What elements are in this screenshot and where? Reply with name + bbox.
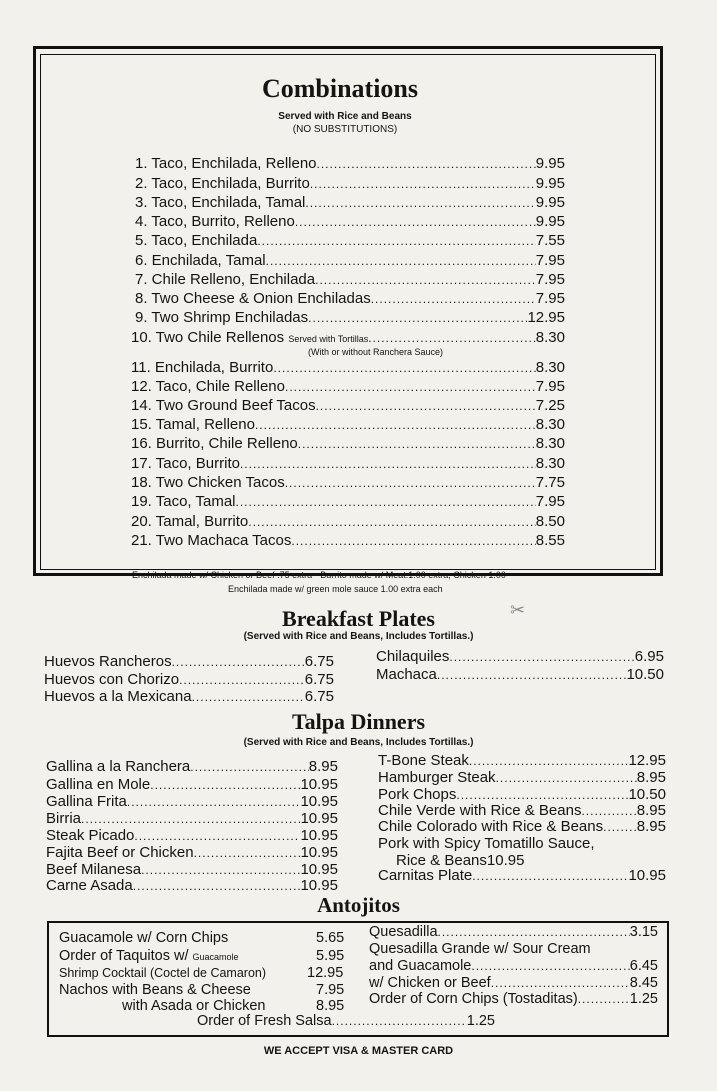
item-price: 7.95 xyxy=(535,252,565,269)
item-price: 9.95 xyxy=(535,175,565,192)
talpa-item xyxy=(378,867,666,884)
item-label: 19. Taco, Tamal xyxy=(131,493,236,510)
item-label: with Asada or Chicken xyxy=(122,998,266,1014)
item-label: Chile Verde with Rice & Beans xyxy=(378,802,582,819)
item10-subnote: (With or without Ranchera Sauce) xyxy=(308,347,444,357)
item-price: 7.25 xyxy=(535,397,565,414)
dot-leader xyxy=(469,754,629,768)
antojitos-title: Antojitos xyxy=(317,893,400,917)
antojito-item xyxy=(369,941,658,957)
dot-leader xyxy=(192,690,305,704)
breakfast-item xyxy=(376,648,664,665)
item-label: Chile Colorado with Rice & Beans xyxy=(378,818,604,835)
item-label: 9. Two Shrimp Enchiladas xyxy=(135,309,309,326)
combination-item xyxy=(131,359,565,376)
item-label: 3. Taco, Enchilada, Tamal xyxy=(135,194,306,211)
talpa-item xyxy=(46,844,338,861)
dot-leader xyxy=(316,399,536,413)
item-label: w/ Chicken or Beef xyxy=(369,975,491,991)
combination-item xyxy=(131,397,565,414)
item-label: 12. Taco, Chile Relleno xyxy=(131,378,285,395)
dot-leader xyxy=(295,215,536,229)
item-label: Quesadilla xyxy=(369,924,438,940)
breakfast-item xyxy=(44,653,334,670)
item-label: Rice & Beans xyxy=(396,852,487,869)
talpa-item xyxy=(46,877,338,894)
item-label: Huevos Rancheros xyxy=(44,653,172,670)
item-label: Gallina a la Ranchera xyxy=(46,758,191,775)
talpa-item xyxy=(46,861,338,878)
talpa-item xyxy=(46,793,338,810)
dot-leader xyxy=(456,788,628,802)
combination-item xyxy=(135,213,565,230)
breakfast-item xyxy=(376,666,664,683)
talpa-item xyxy=(46,758,338,775)
dot-leader xyxy=(305,196,535,210)
combinations-footnote-2: Enchilada made w/ green mole sauce 1.00 extra each xyxy=(228,584,443,594)
talpa-title: Talpa Dinners xyxy=(291,709,426,734)
dot-leader xyxy=(437,668,627,682)
dot-leader xyxy=(273,361,535,375)
combinations-subnote: (NO SUBSTITUTIONS) xyxy=(292,124,398,135)
dot-leader xyxy=(291,534,535,548)
dot-leader xyxy=(172,655,305,669)
dot-leader xyxy=(317,157,536,171)
item-price: 10.95 xyxy=(486,852,525,869)
combination-item xyxy=(135,232,565,249)
dot-leader xyxy=(472,869,628,883)
breakfast-item xyxy=(44,688,334,705)
talpa-item xyxy=(46,827,338,844)
item-label: Order of Taquitos w/ Guacamole xyxy=(59,948,239,964)
item-label: Machaca xyxy=(376,666,437,683)
item-price: 6.75 xyxy=(304,653,334,670)
dot-leader xyxy=(315,273,536,287)
item-label: Order of Corn Chips (Tostaditas) xyxy=(369,991,578,1007)
dot-leader xyxy=(603,820,637,834)
item-price: 7.75 xyxy=(535,474,565,491)
combination-item xyxy=(131,435,565,452)
talpa-item xyxy=(378,769,666,786)
item-price: 10.95 xyxy=(300,776,338,793)
antojito-item xyxy=(197,1013,495,1029)
dot-leader xyxy=(491,976,630,990)
item-label: 16. Burrito, Chile Relleno xyxy=(131,435,298,452)
item-price: 10.95 xyxy=(300,793,338,810)
item-label: Pork with Spicy Tomatillo Sauce, xyxy=(378,835,595,852)
item-price: 8.95 xyxy=(308,758,338,775)
dot-leader xyxy=(257,234,535,248)
item-label: Steak Picado xyxy=(46,827,135,844)
talpa-item xyxy=(46,776,338,793)
combination-item xyxy=(131,416,565,433)
item-price: 10.50 xyxy=(626,666,664,683)
item-label: Nachos with Beans & Cheese xyxy=(59,982,251,998)
item-price: 7.95 xyxy=(535,493,565,510)
item-price: 7.55 xyxy=(535,232,565,249)
dot-leader xyxy=(194,846,301,860)
item-label: 10. Two Chile Rellenos Served with Tortillas xyxy=(131,329,369,346)
item-price: 9.95 xyxy=(535,194,565,211)
item-price: 9.95 xyxy=(535,213,565,230)
item-label: 2. Taco, Enchilada, Burrito xyxy=(135,175,310,192)
item-label: Huevos a la Mexicana xyxy=(44,688,192,705)
combination-item xyxy=(135,309,565,326)
item-price: 8.95 xyxy=(316,998,345,1014)
item-price: 7.95 xyxy=(535,271,565,288)
item-label: Carnitas Plate xyxy=(378,867,473,884)
item-label: Hamburger Steak xyxy=(378,769,496,786)
dot-leader xyxy=(368,331,536,345)
combination-item xyxy=(131,329,565,346)
item-label: Birria xyxy=(46,810,82,827)
item-price: 12.95 xyxy=(307,965,344,981)
item-label: Order of Fresh Salsa xyxy=(197,1013,332,1029)
combinations-subtitle: Served with Rice and Beans xyxy=(278,111,412,122)
item-price: 8.95 xyxy=(636,802,666,819)
item-price: 8.30 xyxy=(535,329,565,346)
talpa-item xyxy=(378,835,628,852)
item-label: Gallina en Mole xyxy=(46,776,151,793)
item-price: 8.30 xyxy=(535,435,565,452)
dot-leader xyxy=(308,311,527,325)
dot-leader xyxy=(496,771,637,785)
item-label: Shrimp Cocktail (Coctel de Camaron) xyxy=(59,966,267,980)
item-price: 10.95 xyxy=(300,827,338,844)
item-label: 8. Two Cheese & Onion Enchiladas xyxy=(135,290,371,307)
item-label: Chilaquiles xyxy=(376,648,450,665)
item-price: 5.95 xyxy=(316,948,345,964)
item-price: 6.95 xyxy=(634,648,664,665)
item-label: Carne Asada xyxy=(46,877,133,894)
item-label: Quesadilla Grande w/ Sour Cream xyxy=(369,941,591,957)
item-label: 5. Taco, Enchilada xyxy=(135,232,258,249)
item-price: 10.95 xyxy=(300,877,338,894)
antojito-item xyxy=(369,975,658,991)
item-price: 8.95 xyxy=(636,818,666,835)
dot-leader xyxy=(298,437,536,451)
dot-leader xyxy=(240,457,536,471)
item-label: Fajita Beef or Chicken xyxy=(46,844,194,861)
dot-leader xyxy=(141,863,300,877)
talpa-item xyxy=(378,818,666,835)
combination-item xyxy=(131,493,565,510)
item-label: T-Bone Steak xyxy=(378,752,469,769)
talpa-item xyxy=(378,752,666,769)
dot-leader xyxy=(127,795,301,809)
item-label: 15. Tamal, Relleno xyxy=(131,416,255,433)
antojito-item xyxy=(369,958,658,974)
combination-item xyxy=(131,513,565,530)
dot-leader xyxy=(150,778,300,792)
dot-leader xyxy=(248,515,536,529)
antojito-item xyxy=(369,991,658,1007)
item-label: 7. Chile Relleno, Enchilada xyxy=(135,271,316,288)
item-label: 1. Taco, Enchilada, Relleno xyxy=(135,155,317,172)
item-price: 10.95 xyxy=(300,861,338,878)
item-price: 6.75 xyxy=(304,688,334,705)
dot-leader xyxy=(578,992,630,1006)
item-label: and Guacamole xyxy=(369,958,472,974)
dot-leader xyxy=(134,829,300,843)
item-label: Beef Milanesa xyxy=(46,861,142,878)
item-label: 17. Taco, Burrito xyxy=(131,455,240,472)
item-label: 14. Two Ground Beef Tacos xyxy=(131,397,316,414)
combination-item xyxy=(135,194,565,211)
breakfast-item xyxy=(44,671,334,688)
item-price: 8.30 xyxy=(535,416,565,433)
item-price: 10.95 xyxy=(628,867,666,884)
item-label: Gallina Frita xyxy=(46,793,127,810)
item-price: 8.30 xyxy=(535,359,565,376)
dot-leader xyxy=(190,760,309,774)
item-price: 10.50 xyxy=(628,786,666,803)
item-label: 6. Enchilada, Tamal xyxy=(135,252,266,269)
item-price: 10.95 xyxy=(300,844,338,861)
item-label: Guacamole w/ Corn Chips xyxy=(59,930,229,946)
dot-leader xyxy=(255,418,536,432)
item-label: Pork Chops xyxy=(378,786,457,803)
dot-leader xyxy=(438,925,630,939)
dot-leader xyxy=(133,879,301,893)
item-price: 7.95 xyxy=(535,290,565,307)
antojito-item xyxy=(369,924,658,940)
dot-leader xyxy=(371,292,536,306)
dot-leader xyxy=(310,177,536,191)
item-price: 8.95 xyxy=(636,769,666,786)
combinations-title: Combinations xyxy=(261,74,419,103)
dot-leader xyxy=(285,476,536,490)
item-price: 7.95 xyxy=(535,378,565,395)
scissors-icon: ✂ xyxy=(510,600,526,620)
combination-item xyxy=(135,290,565,307)
talpa-item xyxy=(378,786,666,803)
dot-leader xyxy=(332,1014,467,1028)
item-label: 11. Enchilada, Burrito xyxy=(131,359,274,376)
item-price: 1.25 xyxy=(629,991,658,1007)
item-price: 8.55 xyxy=(535,532,565,549)
talpa-item xyxy=(378,802,666,819)
combinations-footnote-1: Enchilada made w/ Chicken or Beef .75 extra • Burrito made w/ Meat.1.00 extra, Chicken 1.00 xyxy=(132,570,506,580)
combination-item xyxy=(135,155,565,172)
item-label: 21. Two Machaca Tacos xyxy=(131,532,292,549)
dot-leader xyxy=(236,495,536,509)
item-price: 5.65 xyxy=(316,930,345,946)
item-price: 8.45 xyxy=(629,975,658,991)
dot-leader xyxy=(285,380,536,394)
item-price: 9.95 xyxy=(535,155,565,172)
item-price: 8.30 xyxy=(535,455,565,472)
talpa-subtitle: (Served with Rice and Beans, Includes Tortillas.) xyxy=(243,737,474,748)
breakfast-subtitle: (Served with Rice and Beans, Includes Tortillas.) xyxy=(243,631,474,642)
combination-item xyxy=(135,175,565,192)
item-label: 20. Tamal, Burrito xyxy=(131,513,249,530)
dot-leader xyxy=(266,254,536,268)
item-price: 6.45 xyxy=(629,958,658,974)
breakfast-title: Breakfast Plates xyxy=(282,606,435,631)
combination-item xyxy=(135,271,565,288)
item-price: 12.95 xyxy=(628,752,666,769)
combination-item xyxy=(131,455,565,472)
item-price: 7.95 xyxy=(316,982,345,998)
dot-leader xyxy=(449,650,634,664)
combination-item xyxy=(131,378,565,395)
combination-item xyxy=(131,532,565,549)
item-price: 8.50 xyxy=(535,513,565,530)
item-label: 4. Taco, Burrito, Relleno xyxy=(135,213,295,230)
item-price: 12.95 xyxy=(527,309,565,326)
dot-leader xyxy=(471,959,629,973)
dot-leader xyxy=(81,812,300,826)
talpa-item xyxy=(46,810,338,827)
combination-item xyxy=(131,474,565,491)
payment-footer: WE ACCEPT VISA & MASTER CARD xyxy=(263,1045,454,1057)
item-label-note: Served with Tortillas xyxy=(288,334,369,344)
item-label: Huevos con Chorizo xyxy=(44,671,180,688)
dot-leader xyxy=(581,804,636,818)
item-price: 3.15 xyxy=(629,924,658,940)
item-label-note: Guacamole xyxy=(192,952,239,962)
combination-item xyxy=(135,252,565,269)
dot-leader xyxy=(179,673,305,687)
item-price: 1.25 xyxy=(466,1013,495,1029)
item-price: 10.95 xyxy=(300,810,338,827)
item-label: 18. Two Chicken Tacos xyxy=(131,474,285,491)
item-price: 6.75 xyxy=(304,671,334,688)
